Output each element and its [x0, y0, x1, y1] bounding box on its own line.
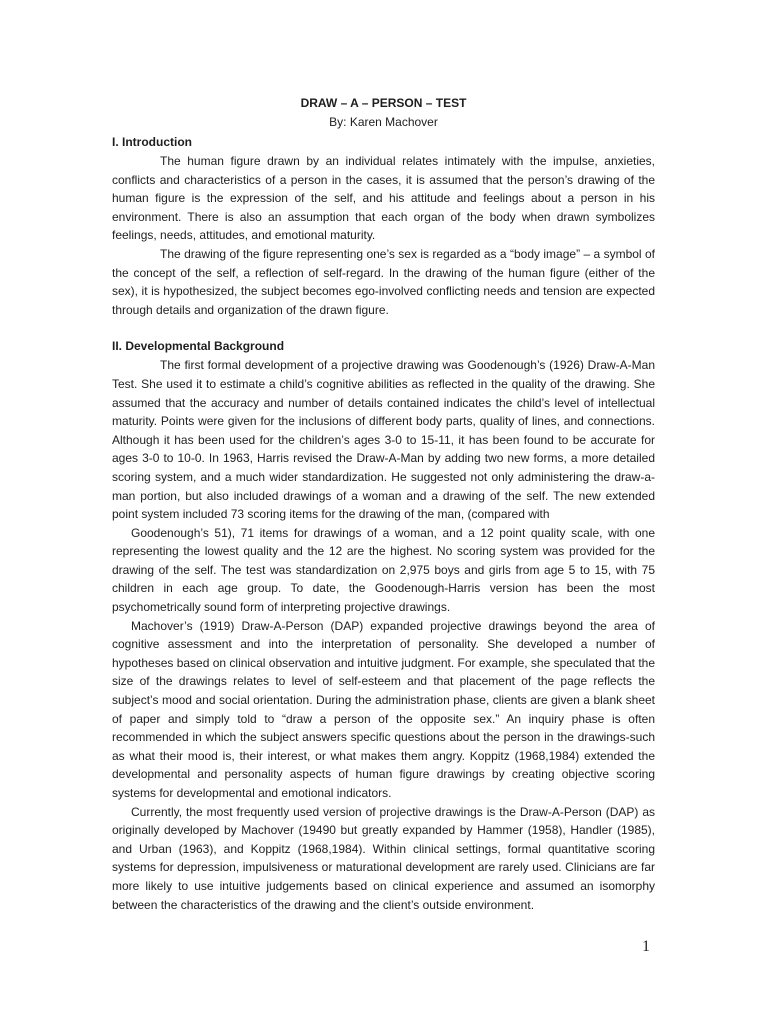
document-title: DRAW – A – PERSON – TEST: [300, 96, 467, 110]
document-author: By: Karen Machover: [329, 115, 438, 129]
page-number: 1: [642, 938, 650, 955]
intro-paragraph-1: The human figure drawn by an individual relates intimately with the impulse, anxieties, conflicts and characteristics of a person in the cases, it is assumed that the person’s drawing of the human figure is the expression of the self, and his attitude and feelings about a person in his environment. There is also an assumption that each organ of the body when drawn symbolizes feelings, needs, attitudes, and emotional maturity.: [112, 154, 655, 243]
section-heading-developmental-background: II. Developmental Background: [112, 339, 285, 354]
document-page: [112, 93, 655, 914]
developmental-paragraph-3: Machover’s (1919) Draw-A-Person (DAP) expanded projective drawings beyond the area of cognitive assessment and into the interpretation of personality. She developed a number of hypotheses based on clinical observation and intuitive judgment. For example, she speculated that the size of the drawings relates to level of self-esteem and that placement of the page reflects the subject’s mood and social orientation. During the administration phase, clients are given a blank sheet of paper and simply told to “draw a person of the opposite sex.” An inquiry phase is often recommended in which the subject answers specific questions about the person in the drawings-such as what their mood is, their interest, or what makes them angry. Koppitz (1968,1984) extended the developmental and personality aspects of human figure drawings by creating objective scoring systems for developmental and emotional indicators.: [112, 618, 655, 800]
intro-paragraph-2: The drawing of the figure representing one’s sex is regarded as a “body image” – a symbol of the concept of the self, a reflection of self-regard. In the drawing of the human figure (either of the sex), it is hypothesized, the subject becomes ego-involved conflicting needs and tension are expected through details and organization of the drawn figure.: [112, 246, 655, 317]
section-heading-introduction: I. Introduction: [112, 135, 192, 149]
developmental-paragraph-4: Currently, the most frequently used version of projective drawings is the Draw-A-Person (DAP) as originally developed by Machover (19490 but greatly expanded by Hammer (1958), Handler (1985), and Urban (1963), and Koppitz (1968,1984). Within clinical settings, formal quantitative scoring systems for depression, impulsiveness or maturational development are rarely used. Clinicians are far more likely to use intuitive judgements based on clinical experience and assumed an isomorphy between the characteristics of the drawing and the client’s outside environment.: [112, 804, 655, 912]
developmental-paragraph-1: The first formal development of a projective drawing was Goodenough’s (1926) Draw-A-Man Test. She used it to estimate a child’s cognitive abilities as reflected in the quality of the drawing. She assumed that the accuracy and number of details contained indicates the child’s level of intellectual maturity. Points were given for the inclusions of different body parts, quality of lines, and connections. Although it has been used for the children’s ages 3-0 to 15-11, it has been found to be accurate for ages 3-0 to 10-0. In 1963, Harris revised the Draw-A-Man by adding two new forms, a more detailed scoring system, and a much wider standardization. He suggested not only administering the draw-a-man portion, but also included drawings of a woman and a drawing of the self. The new extended point system included 73 scoring items for the drawing of the man, (compared with: [112, 358, 655, 522]
section-spacer: [112, 319, 655, 337]
developmental-paragraph-2: Goodenough’s 51), 71 items for drawings of a woman, and a 12 point quality scale, with one representing the lowest quality and the 12 are the highest. No scoring system was provided for the drawing of the self. The test was standardization on 2,975 boys and girls from age 5 to 15, with 75 children in each age group. To date, the Goodenough-Harris version has been the most psychometrically sound form of interpreting projective drawings.: [112, 525, 655, 615]
